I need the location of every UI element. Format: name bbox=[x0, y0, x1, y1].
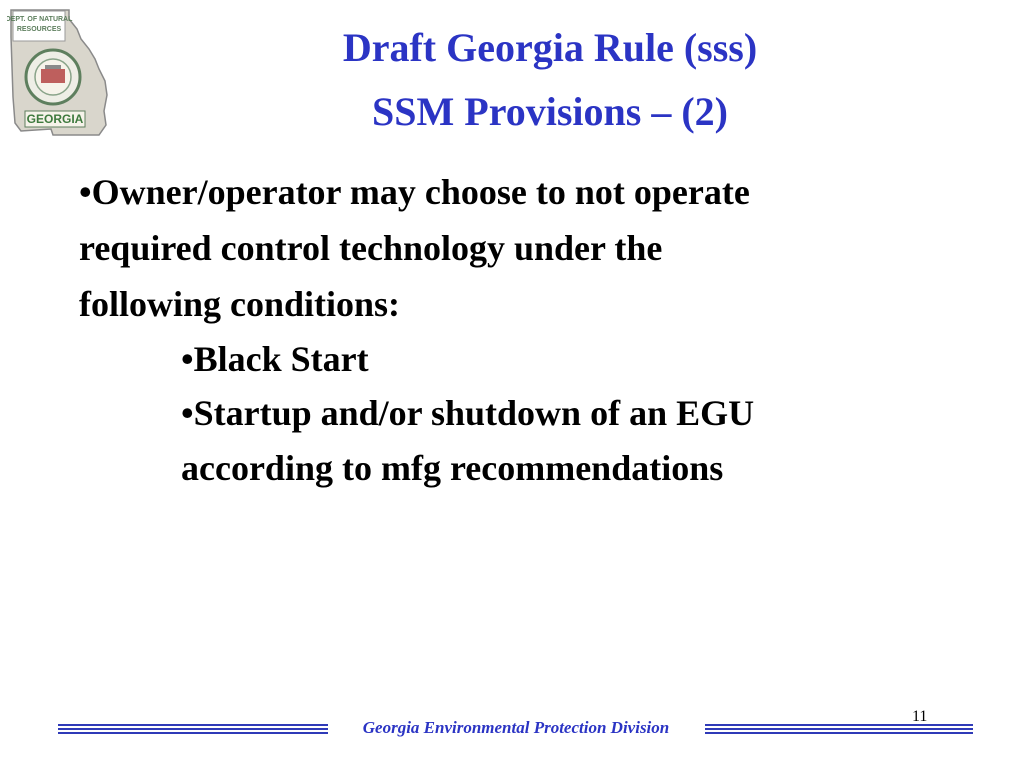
logo-top-text-1: DEPT. OF NATURAL bbox=[7, 16, 73, 23]
main-bullet-line-2: required control technology under the bbox=[79, 228, 663, 268]
footer-rule-left bbox=[58, 724, 328, 734]
footer-organization-name: Georgia Environmental Protection Division bbox=[362, 718, 670, 737]
main-bullet-line-1: •Owner/operator may choose to not operate bbox=[79, 172, 750, 212]
georgia-map-icon bbox=[7, 7, 111, 137]
main-bullet-line-3: following conditions: bbox=[79, 284, 401, 324]
slide-title-line-2: SSM Provisions – (2) bbox=[372, 89, 728, 134]
logo-bottom-text: GEORGIA bbox=[26, 112, 84, 126]
sub-bullet-black-start: •Black Start bbox=[181, 339, 369, 379]
slide-title-line-1: Draft Georgia Rule (sss) bbox=[342, 25, 758, 70]
sub-bullet-startup-line-2: according to mfg recommendations bbox=[181, 448, 724, 488]
sub-bullet-startup-line-1: •Startup and/or shutdown of an EGU bbox=[181, 393, 755, 433]
footer-rule-right bbox=[705, 724, 973, 734]
logo-top-text-2: RESOURCES bbox=[16, 26, 62, 33]
page-number: 11 bbox=[912, 708, 928, 725]
georgia-dnr-logo bbox=[7, 7, 111, 137]
